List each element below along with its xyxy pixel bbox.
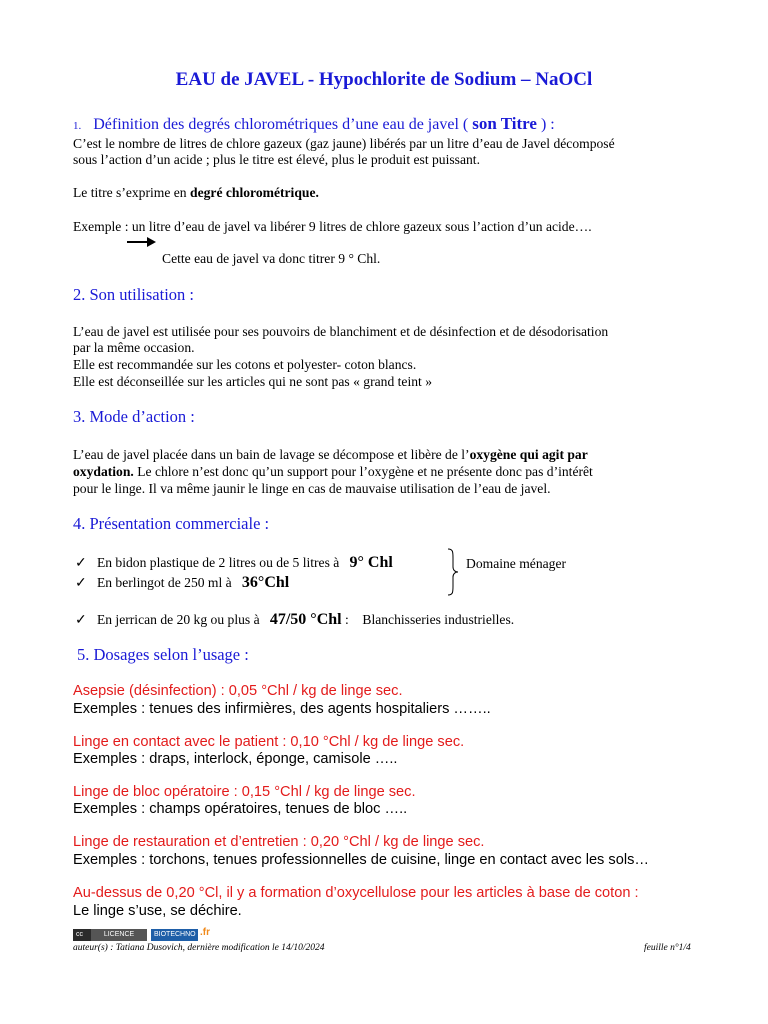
dosage-example-line: Exemples : draps, interlock, éponge, camisole ….. xyxy=(73,751,398,767)
biotechno-badge[interactable]: BIOTECHNO xyxy=(151,929,198,941)
item1-text: En bidon plastique de 2 litres ou de 5 litres à xyxy=(96,555,340,570)
titre-bold: degré chlorométrique. xyxy=(190,185,319,200)
check-icon: ✓ xyxy=(75,613,87,628)
section2-line1: L’eau de javel est utilisée pour ses pouvoirs de blanchiment et de désinfection et de désodorisation xyxy=(73,324,609,339)
section1-line2: sous l’action d’un acide ; plus le titre est élevé, plus le produit est puissant. xyxy=(73,152,480,167)
dosage-example-line: Exemples : champs opératoires, tenues de bloc ….. xyxy=(73,801,408,817)
section3-line2-text: Le chlore n’est donc qu’un support pour l’oxygène et ne présente donc pas d’intérêt xyxy=(133,464,593,479)
right-brace-icon xyxy=(447,548,459,596)
footer-author: auteur(s) : Tatiana Dusovich, dernière modification le 14/10/2024 xyxy=(73,943,325,953)
footer-page-number: feuille n°1/4 xyxy=(644,943,691,953)
dosage-red-line: Au-dessus de 0,20 °Cl, il y a formation d’oxycellulose pour les articles à base de coton : xyxy=(73,885,639,901)
section1-heading-text: Définition des degrés chlorométriques d’une eau de javel ( xyxy=(93,116,469,133)
brace-label: Domaine ménager xyxy=(466,556,567,571)
list-item-bidon xyxy=(75,554,393,572)
section1-heading-bold: son Titre xyxy=(472,114,537,133)
item3-text: En jerrican de 20 kg ou plus à xyxy=(96,612,260,627)
list-item-jerrican xyxy=(75,611,514,629)
dosage-red-line: Linge de bloc opératoire : 0,15 °Chl / kg de linge sec. xyxy=(73,784,416,800)
check-icon: ✓ xyxy=(75,556,87,571)
item3-value: 47/50 °Chl xyxy=(269,611,342,628)
titre-text: Le titre s’exprime en xyxy=(73,185,191,200)
section1-line1: C’est le nombre de litres de chlore gazeux (gaz jaune) libérés par un litre d’eau de Javel décomposé xyxy=(73,136,615,151)
dosage-example-line: Exemples : torchons, tenues professionnelles de cuisine, linge en contact avec les sols… xyxy=(73,852,649,868)
section1-number: 1. xyxy=(73,120,82,132)
dosage-red-line: Linge de restauration et d’entretien : 0,20 °Chl / kg de linge sec. xyxy=(73,834,485,850)
section1-example: Exemple : un litre d’eau de javel va libérer 9 litres de chlore gazeux sous l’action d’un acide…. xyxy=(73,219,592,234)
section3-line1 xyxy=(73,446,588,463)
dosage-red-line: Asepsie (désinfection) : 0,05 °Chl / kg de linge sec. xyxy=(73,683,403,699)
item3-colon: : xyxy=(345,612,349,627)
fr-badge[interactable]: .fr xyxy=(198,927,226,939)
item2-value: 36°Chl xyxy=(241,574,290,591)
dosage-red-line: Linge en contact avec le patient : 0,10 °Chl / kg de linge sec. xyxy=(73,734,465,750)
section3-line1-text: L’eau de javel placée dans un bain de lavage se décompose et libère de l’ xyxy=(73,447,470,462)
item2-text: En berlingot de 250 ml à xyxy=(96,575,232,590)
section3-heading: 3. Mode d’action : xyxy=(73,407,195,426)
page-title: EAU de JAVEL - Hypochlorite de Sodium – NaOCl xyxy=(175,69,593,90)
section5-heading: 5. Dosages selon l’usage : xyxy=(77,645,249,664)
section3-line2 xyxy=(73,463,593,480)
section3-line2-bold: oxydation. xyxy=(73,464,134,479)
check-icon: ✓ xyxy=(75,576,87,591)
section3-line1-bold: oxygène qui agit par xyxy=(469,447,588,462)
section1-result: Cette eau de javel va donc titrer 9 ° Chl. xyxy=(162,251,381,266)
section2-line3: Elle est recommandée sur les cotons et polyester- coton blancs. xyxy=(73,357,417,372)
section2-line2: par la même occasion. xyxy=(73,340,195,355)
section2-line4: Elle est déconseillée sur les articles qui ne sont pas « grand teint » xyxy=(73,374,432,389)
licence-badge: LICENCE xyxy=(91,929,147,941)
list-item-berlingot xyxy=(75,574,289,592)
section1-heading-end: ) : xyxy=(540,116,555,133)
arrow-right-icon xyxy=(127,236,157,248)
item3-label: Blanchisseries industrielles. xyxy=(362,612,515,627)
section1-heading xyxy=(73,114,555,134)
section4-heading: 4. Présentation commerciale : xyxy=(73,514,270,533)
section3-line3: pour le linge. Il va même jaunir le linge en cas de mauvaise utilisation de l’eau de javel. xyxy=(73,481,551,496)
section2-heading: 2. Son utilisation : xyxy=(73,285,195,304)
dosage-example-line: Le linge s’use, se déchire. xyxy=(73,903,242,919)
cc-badge-icon: cc xyxy=(73,929,91,941)
dosage-example-line: Exemples : tenues des infirmières, des agents hospitaliers …….. xyxy=(73,701,491,717)
section1-titre-line xyxy=(73,184,319,201)
item1-value: 9° Chl xyxy=(349,554,393,571)
